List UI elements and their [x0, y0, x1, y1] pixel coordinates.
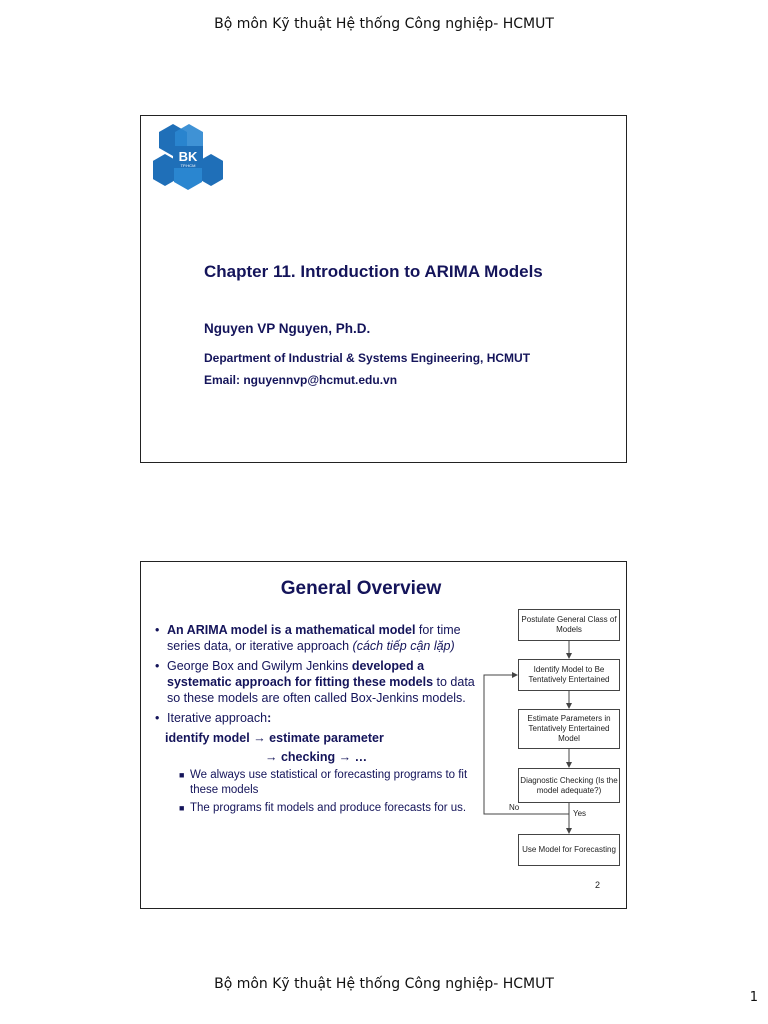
iterative-steps-line-2: → checking → …	[265, 750, 368, 764]
bullet-item: • An ARIMA model is a mathematical model for time series data, or iterative approach (cách tiếp cận lặp)	[155, 623, 461, 653]
email: Email: nguyennvp@hcmut.edu.vn	[204, 373, 398, 387]
slide-general-overview	[140, 561, 627, 909]
bk-logo-icon	[153, 124, 223, 190]
slide-heading: General Overview	[280, 578, 442, 599]
flow-label-yes: Yes	[573, 809, 587, 818]
flow-box-postulate: Postulate General Class of Models	[518, 609, 620, 641]
iterative-steps-line-1: identify model → estimate parameter	[165, 731, 384, 745]
sub-bullet-item: ■ The programs fit models and produce forecasts for us.	[179, 802, 467, 814]
bullet-item: • George Box and Gwilym Jenkins developed a systematic approach for fitting these models to data so these models are often called Box-Jenkins models.	[155, 659, 475, 705]
department: Department of Industrial & Systems Engineering, HCMUT	[204, 351, 531, 365]
bullet-list	[155, 622, 477, 816]
page-header: Bộ môn Kỹ thuật Hệ thống Công nghiệp- HCMUT	[214, 16, 554, 32]
page-footer: Bộ môn Kỹ thuật Hệ thống Công nghiệp- HCMUT	[214, 976, 554, 992]
flow-box-estimate: Estimate Parameters in Tentatively Entertained Model	[518, 709, 620, 749]
logo-text: BK	[178, 149, 198, 164]
flow-label-no: No	[509, 803, 520, 812]
flow-box-diagnostic: Diagnostic Checking (Is the model adequate?)	[518, 768, 620, 803]
flow-box-identify: Identify Model to Be Tentatively Entertained	[518, 659, 620, 691]
sub-bullet-item: ■ We always use statistical or forecasting programs to fit these models	[179, 769, 468, 796]
logo-subtext: TP.HCM	[180, 163, 196, 168]
page-number: 1	[749, 990, 758, 1005]
slide-title	[140, 115, 627, 463]
author-name: Nguyen VP Nguyen, Ph.D.	[204, 321, 371, 336]
slide-number: 2	[595, 880, 601, 890]
flow-box-forecast: Use Model for Forecasting	[518, 834, 620, 866]
bullet-item: • Iterative approach:	[155, 711, 272, 725]
slide-title-text: Chapter 11. Introduction to ARIMA Models	[204, 262, 543, 281]
